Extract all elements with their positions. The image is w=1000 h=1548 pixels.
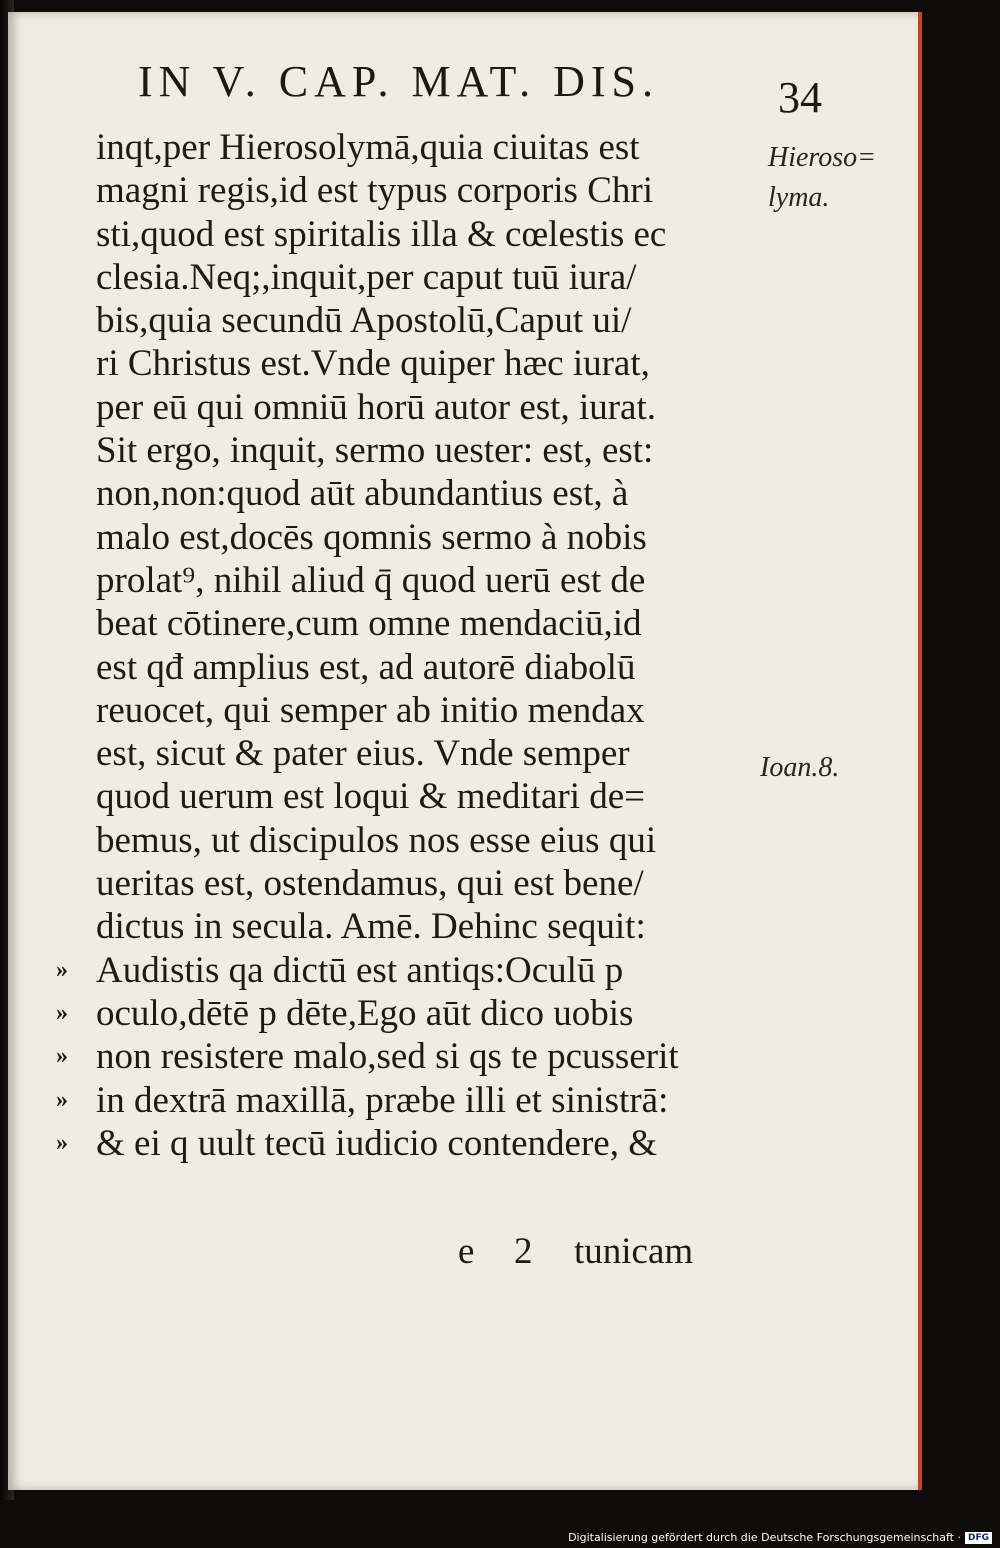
digitization-credit bbox=[568, 1531, 992, 1544]
page-number: 34 bbox=[778, 73, 822, 122]
line-text: per eū qui omniū horū autor est, iurat. bbox=[96, 386, 657, 428]
line-text: in dextrā maxillā, præbe illi et sinistrā: bbox=[96, 1079, 669, 1121]
text-line bbox=[56, 992, 764, 1035]
quotation-marker: » bbox=[56, 1043, 68, 1070]
text-line bbox=[84, 646, 764, 689]
signature-line bbox=[458, 1230, 738, 1273]
text-line bbox=[84, 905, 764, 948]
text-line bbox=[84, 342, 764, 385]
dfg-logo: DFG bbox=[965, 1532, 992, 1544]
line-text: est, sicut & pater eius. Vnde semper bbox=[96, 733, 630, 775]
credit-text: Digitalisierung gefördert durch die Deutsche Forschungsgemeinschaft · bbox=[568, 1531, 961, 1544]
line-text: Sit ergo, inquit, sermo uester: est, est: bbox=[96, 430, 654, 472]
quotation-marker: » bbox=[56, 1086, 68, 1113]
quotation-marker: » bbox=[56, 1129, 68, 1156]
text-line bbox=[56, 949, 764, 992]
text-line bbox=[84, 169, 764, 212]
text-line bbox=[56, 1122, 764, 1165]
signature-mark: e bbox=[458, 1231, 475, 1272]
text-line bbox=[84, 775, 764, 818]
line-text: reuocet, qui semper ab initio mendax bbox=[96, 689, 645, 731]
line-text: bis,quia secundū Apostolū,Caput ui/ bbox=[96, 300, 632, 342]
text-line bbox=[56, 1035, 764, 1078]
marginal-note-ioan: Ioan.8. bbox=[760, 752, 840, 783]
quotation-marker: » bbox=[56, 956, 68, 983]
line-text: inqt,per Hierosolymā,quia ciuitas est bbox=[96, 127, 640, 168]
text-line bbox=[56, 1079, 764, 1122]
quotation-marker: » bbox=[56, 999, 68, 1026]
text-line bbox=[84, 299, 764, 342]
line-text: malo est,docēs qomnis sermo à nobis bbox=[96, 516, 647, 558]
line-text: dictus in secula. Amē. Dehinc sequit: bbox=[96, 906, 646, 948]
running-head: IN V. CAP. MAT. DIS. bbox=[138, 57, 659, 106]
line-text: bemus, ut discipulos nos esse eius qui bbox=[96, 819, 657, 861]
text-line bbox=[84, 819, 764, 862]
catchword: tunicam bbox=[574, 1231, 694, 1272]
line-text: oculo,dētē p dēte,Ego aūt dico uobis bbox=[96, 992, 634, 1034]
line-text: quod uerum est loqui & meditari de= bbox=[96, 776, 646, 818]
text-line bbox=[84, 732, 764, 775]
body-text bbox=[56, 126, 764, 1165]
text-line bbox=[84, 256, 764, 299]
text-line bbox=[84, 602, 764, 645]
line-text: & ei q uult tecū iudicio contendere, & bbox=[96, 1122, 657, 1164]
text-line bbox=[84, 516, 764, 559]
text-line bbox=[84, 429, 764, 472]
line-text: Audistis qa dictū est antiqs:Oculū p bbox=[96, 949, 624, 991]
text-line bbox=[84, 689, 764, 732]
text-line bbox=[84, 126, 764, 169]
line-text: prolat⁹, nihil aliud q̄ quod uerū est de bbox=[96, 559, 646, 601]
line-text: magni regis,id est typus corporis Chri bbox=[96, 170, 653, 212]
text-line bbox=[84, 213, 764, 256]
text-line bbox=[84, 862, 764, 905]
line-text: ueritas est, ostendamus, qui est bene/ bbox=[96, 863, 644, 905]
line-text: sti,quod est spiritalis illa & cœlestis ec bbox=[96, 213, 667, 255]
line-text: ri Christus est.Vnde quiper hæc iurat, bbox=[96, 343, 650, 385]
text-line bbox=[84, 559, 764, 602]
line-text: clesia.Neq;,inquit,per caput tuū iura/ bbox=[96, 256, 637, 298]
book-page bbox=[8, 12, 922, 1490]
line-text: non,non:quod aūt abundantius est, à bbox=[96, 473, 629, 515]
signature-number: 2 bbox=[514, 1231, 533, 1272]
marginal-note-hierosolyma: Hieroso= lyma. bbox=[768, 142, 877, 213]
text-line bbox=[84, 386, 764, 429]
line-text: non resistere malo,sed si qs te pcusserit bbox=[96, 1036, 679, 1078]
line-text: beat cōtinere,cum omne mendaciū,id bbox=[96, 603, 642, 645]
line-text: est qđ amplius est, ad autorē diabolū bbox=[96, 646, 636, 688]
text-line bbox=[84, 472, 764, 515]
